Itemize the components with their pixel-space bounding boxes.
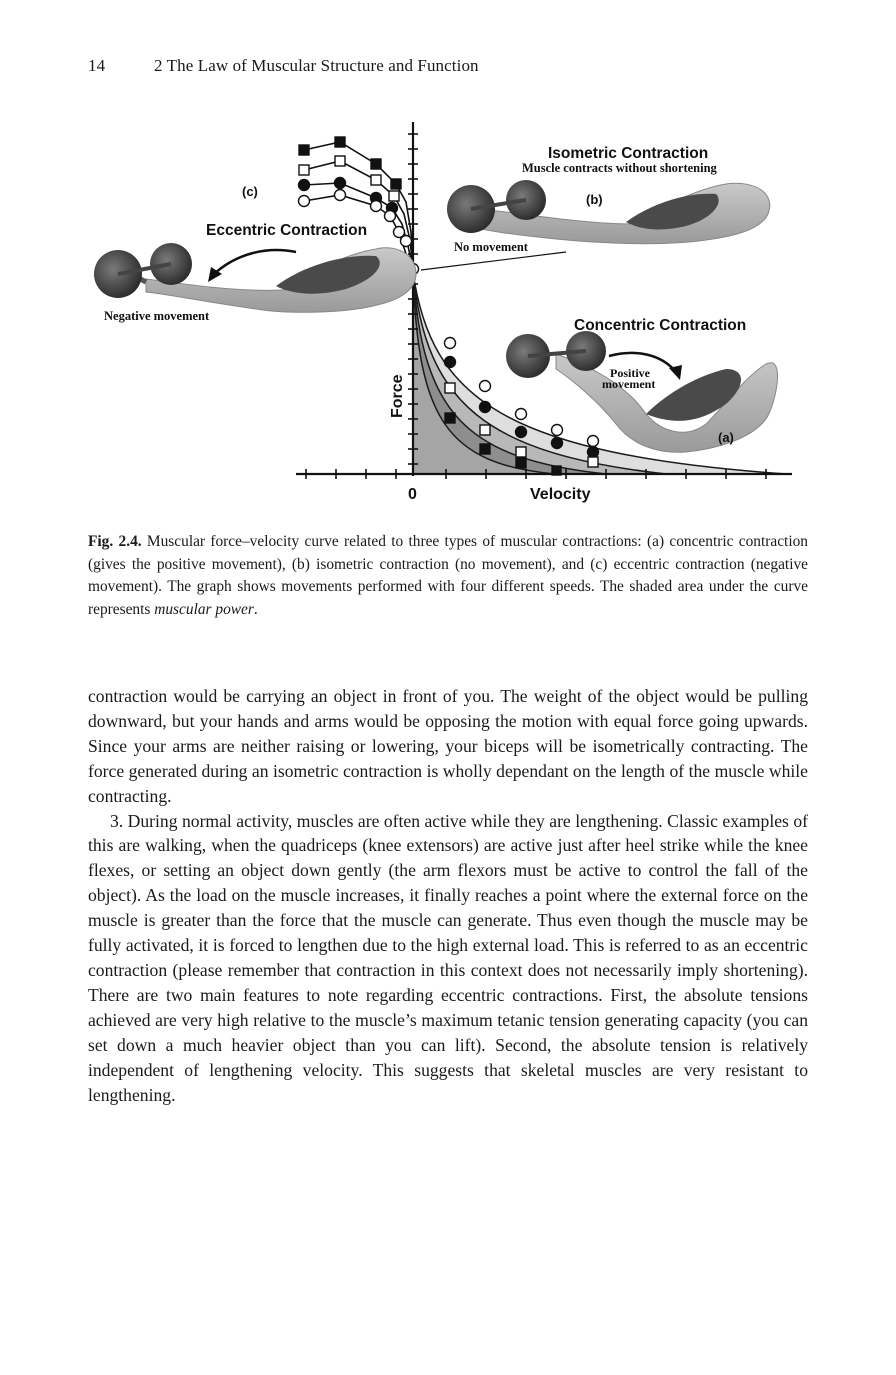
negative-movement-label: Negative movement [104, 309, 210, 323]
caption-label: Fig. 2.4. [88, 533, 142, 550]
caption-text-1: Muscular force–velocity curve related to three types of muscular contractions: (a) concentric contraction (gives the positive movement), (b) isometric contraction (no movement), and (c) eccentric contraction (negative movement). The graph shows movements performed with four different speeds. The shaded area under the curve represents [88, 533, 809, 618]
paragraph-1: contraction would be carrying an object in front of you. The weight of the object would be pulling downward, but your hands and arms would be opposing the motion with equal force going upwards. Since your arms are neither raising or lowering, your biceps will be isometrically contracting. The force generated during an isometric contraction is wholly dependant on the length of the muscle while contracting. [88, 686, 808, 806]
label-a: (a) [718, 430, 734, 445]
chapter-title: 2 The Law of Muscular Structure and Function [154, 56, 479, 75]
page-number: 14 [88, 56, 106, 75]
running-head [88, 56, 479, 76]
no-movement-label: No movement [454, 240, 528, 254]
label-c: (c) [242, 184, 258, 199]
force-velocity-figure [86, 114, 806, 514]
body-text [88, 684, 808, 1107]
caption-italic: muscular power [154, 600, 254, 618]
eccentric-arm-illustration [94, 243, 416, 312]
figure-graphic [86, 114, 806, 514]
y-axis-label: Force [389, 374, 406, 418]
paragraph-2: 3. During normal activity, muscles are often active while they are lengthening. Classic examples of this are walking, when the quadriceps (knee extensors) are active just after heel strike while the knee flexes, or setting an object down gently (the arm flexors must be active to control the fall of the object). As the load on the muscle increases, it finally reaches a point where the external force on the muscle is greater than the force that the muscle can generate. Thus even though the muscle may be fully activated, it is forced to lengthen due to the high external load. This is referred to as an eccentric contraction (please remember that contraction in this context does not necessarily imply shortening). There are two main features to note regarding eccentric contractions. First, the absolute tensions achieved are very high relative to the muscle’s maximum tetanic tension generating capacity (you can set down a much heavier object than you can lift). Second, the absolute tension is relatively independent of lengthening velocity. This suggests that skeletal muscles are very resistant to lengthening. [88, 810, 808, 1105]
isometric-subtitle: Muscle contracts without shortening [522, 161, 717, 175]
positive-label-1: Positive [610, 366, 650, 380]
concentric-title: Concentric Contraction [574, 317, 747, 334]
label-b: (b) [586, 192, 603, 207]
isometric-title: Isometric Contraction [548, 145, 709, 162]
x-axis-zero: 0 [408, 486, 417, 503]
caption-text-2: . [253, 600, 258, 618]
figure-caption [88, 531, 808, 621]
x-axis-label: Velocity [530, 486, 591, 503]
eccentric-title: Eccentric Contraction [206, 222, 368, 239]
positive-label-2: movement [602, 377, 656, 391]
